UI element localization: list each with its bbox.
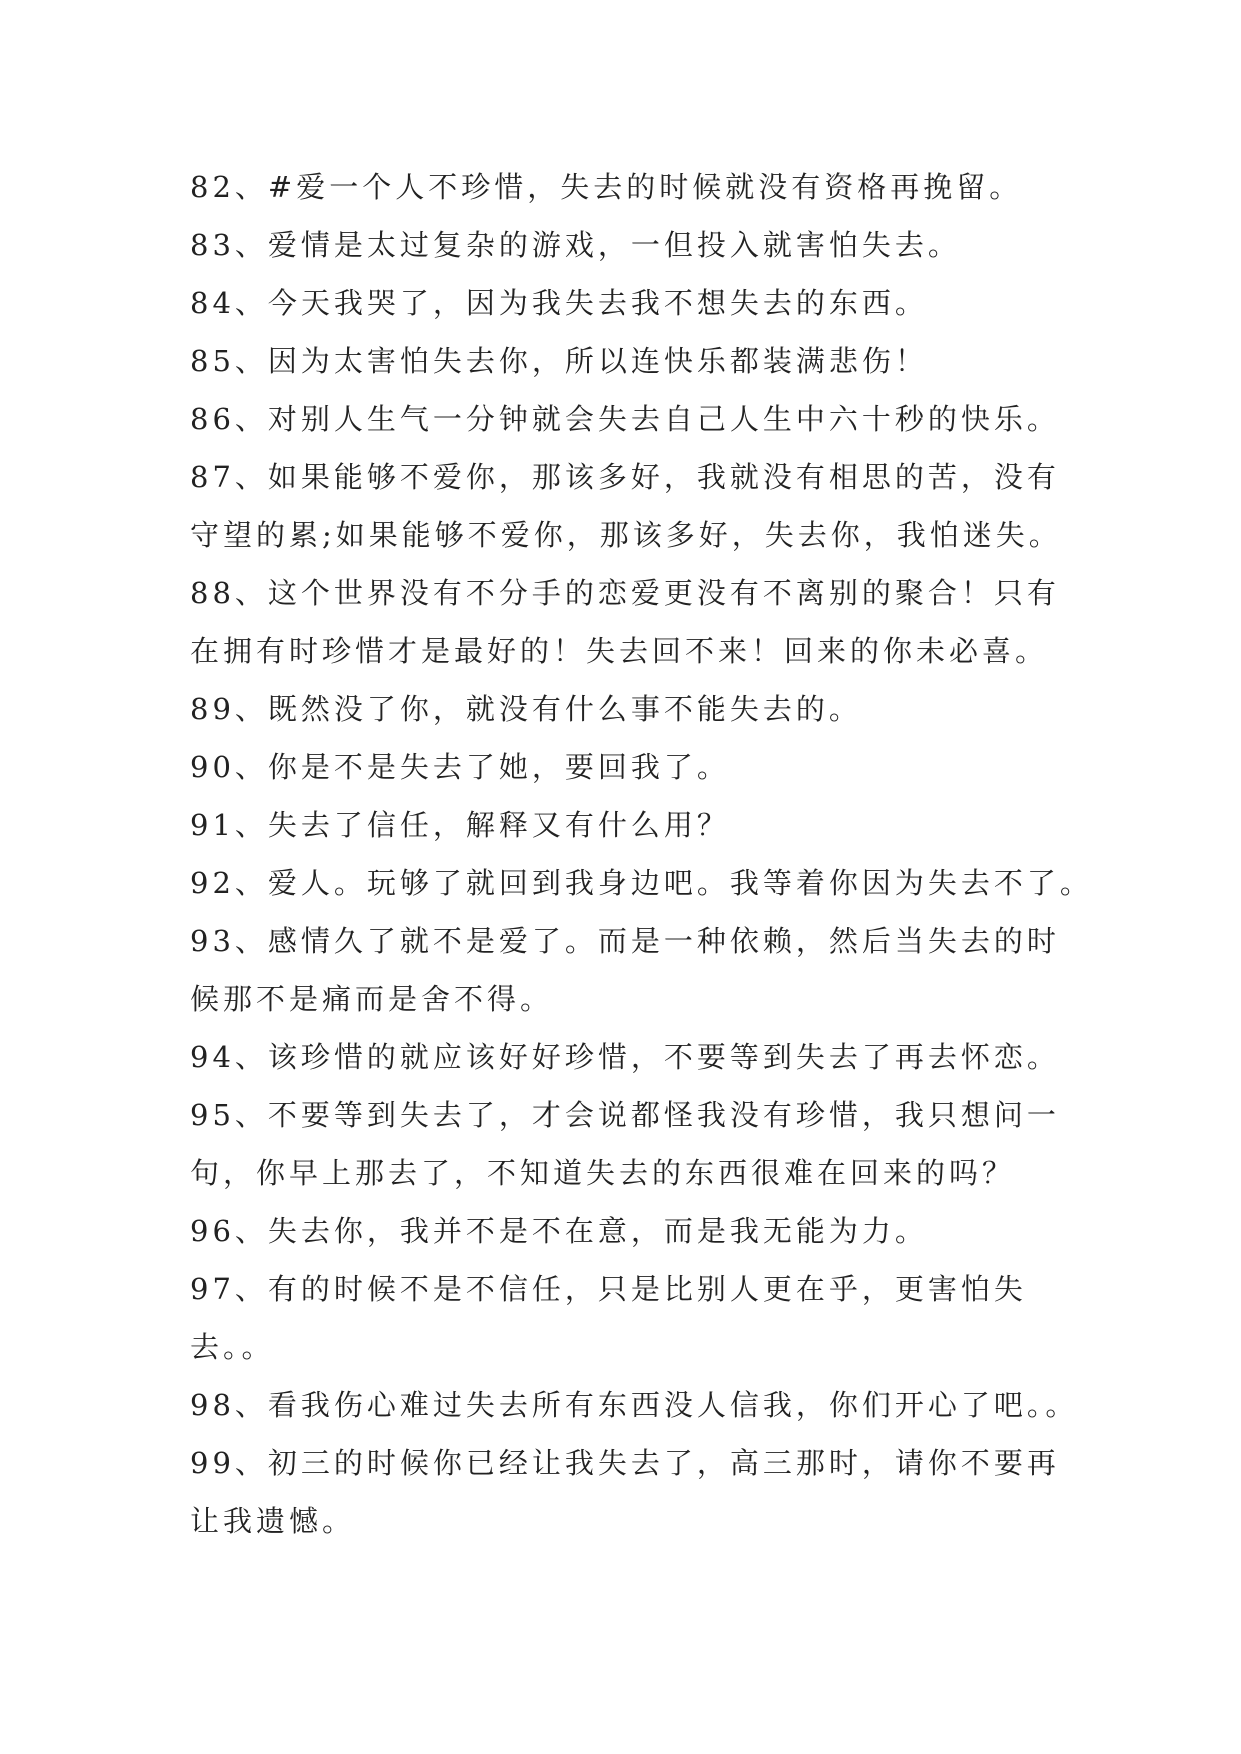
text-line: 让我遗憾。 [190,1504,356,1538]
text-line: 去。。 [190,1330,275,1364]
text-line: 84、今天我哭了，因为我失去我不想失去的东西。 [190,286,928,320]
text-line: 93、感情久了就不是爱了。而是一种依赖，然后当失去的时 [190,924,1060,958]
text-line: 89、既然没了你，就没有什么事不能失去的。 [190,692,862,726]
text-line: 91、失去了信任，解释又有什么用？ [190,808,730,842]
text-line: 99、初三的时候你已经让我失去了，高三那时，请你不要再 [190,1446,1060,1480]
text-line: 85、因为太害怕失去你，所以连快乐都装满悲伤！ [190,344,928,378]
text-line: 88、这个世界没有不分手的恋爱更没有不离别的聚合！只有 [190,576,1060,610]
text-line: 候那不是痛而是舍不得。 [190,982,554,1016]
text-line: 87、如果能够不爱你，那该多好，我就没有相思的苦，没有 [190,460,1060,494]
text-line: 86、对别人生气一分钟就会失去自己人生中六十秒的快乐。 [190,402,1060,436]
text-line: 94、该珍惜的就应该好好珍惜，不要等到失去了再去怀恋。 [190,1040,1060,1074]
text-line: 97、有的时候不是不信任，只是比别人更在乎，更害怕失 [190,1272,1027,1306]
text-line: 95、不要等到失去了，才会说都怪我没有珍惜，我只想问一 [190,1098,1060,1132]
text-line: 句，你早上那去了，不知道失去的东西很难在回来的吗？ [190,1156,1016,1190]
text-line: 90、你是不是失去了她，要回我了。 [190,750,730,784]
text-line: 96、失去你，我并不是不在意，而是我无能为力。 [190,1214,928,1248]
text-line: 98、看我伤心难过失去所有东西没人信我，你们开心了吧。。 [190,1388,1079,1422]
document-body [190,158,1093,1550]
text-line: 82、#爱一个人不珍惜，失去的时候就没有资格再挽留。 [190,170,1023,204]
text-line: 92、爱人。玩够了就回到我身边吧。我等着你因为失去不了。 [190,866,1093,900]
text-line: 83、爱情是太过复杂的游戏，一但投入就害怕失去。 [190,228,961,262]
text-line: 守望的累;如果能够不爱你，那该多好，失去你，我怕迷失。 [190,518,1062,552]
text-line: 在拥有时珍惜才是最好的！失去回不来！回来的你未必喜。 [190,634,1049,668]
